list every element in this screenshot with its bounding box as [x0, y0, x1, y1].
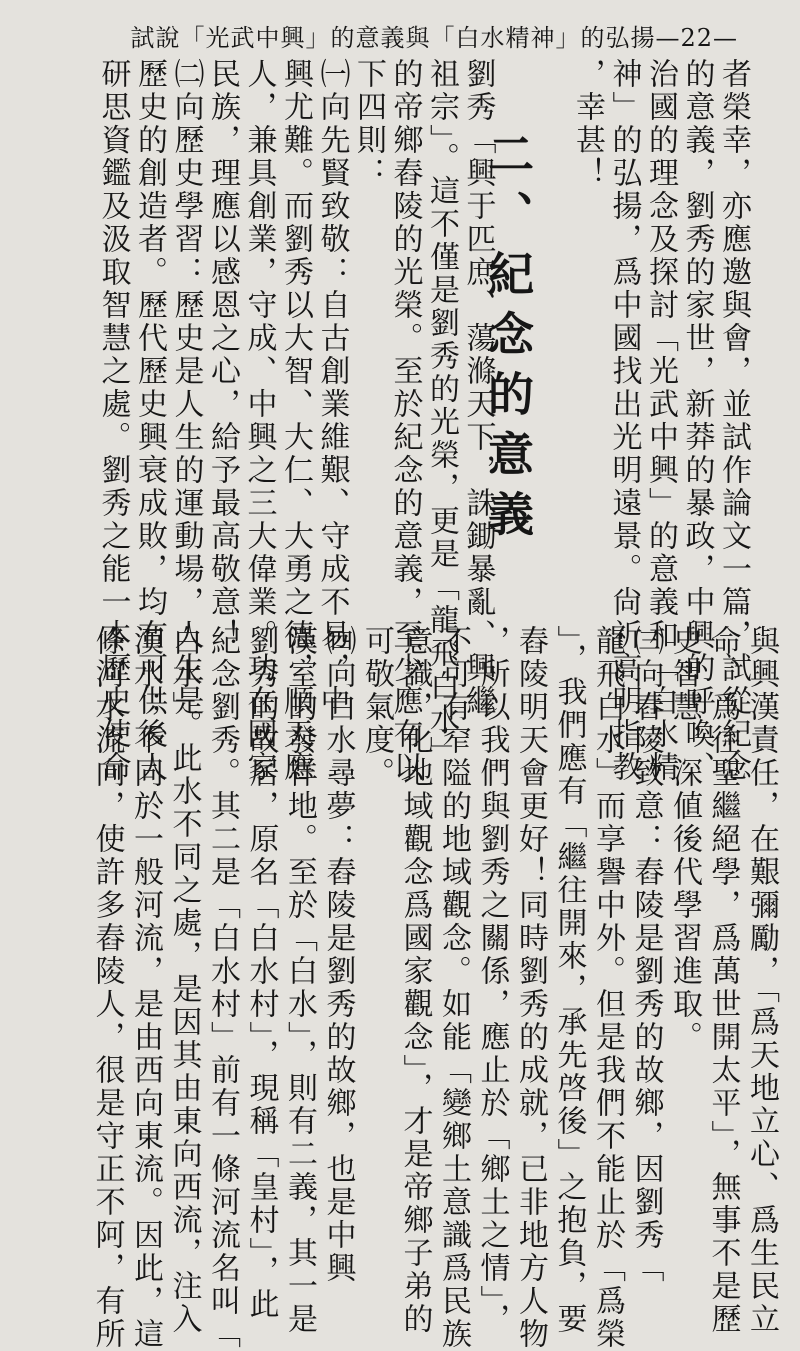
text-column: 治國的理念及探討「光武中興」的意義和「白水精 — [643, 58, 678, 784]
text-column: 可敬氣度。 — [359, 625, 394, 790]
text-column: 的意義，劉秀的家世，新莽的暴政，中興的呼喚、 — [679, 58, 715, 784]
text-column: ㈠向先賢致敬：自古創業維艱、守成不易，中 — [314, 58, 350, 718]
text-column: 不可有窄隘的地域觀念。如能「變鄉土意識爲民族 — [436, 625, 471, 1351]
section-heading: 二、紀念的意義 — [481, 130, 535, 550]
text-column: 興尤難。而劉秀以大智、大仁、大勇之德，順天應 — [278, 58, 313, 784]
text-column: 祖宗」。這不僅是劉秀的光榮，更是「龍飛白水」 — [424, 58, 459, 769]
text-column: ㈡向歷史學習：歷史是人生的運動場，人生是 — [168, 58, 204, 718]
text-column: ，幸甚！ — [570, 58, 605, 190]
text-column: 漢室的發祥地。至於「白水」，則有二義，其一是 — [282, 625, 317, 1336]
text-column: 人，兼具創業，守成、中興之三大偉業。功在國家 — [241, 58, 277, 784]
text-column: 民族，理應以感恩之心，給予最高敬意！ — [205, 58, 240, 652]
text-column: 白水」。此水不同之處，是因其由東向西流，注入 — [166, 625, 202, 1336]
text-column: 」，我們應有「繼往開來，承先啓後」之抱負，要 — [551, 625, 587, 1336]
text-column: 的帝鄉舂陵的光榮。至於紀念的意義，至少應有以 — [387, 58, 423, 784]
running-header: 試說「光武中興」的意義與「白水精神」的弘揚—22— — [130, 24, 738, 52]
text-column: 史智慧，深値後代學習進取。 — [667, 625, 702, 1054]
text-column: 下四則： — [351, 58, 386, 190]
text-column: 劉秀「興于匹庶、蕩滌天下，誅鋤暴亂、興繼 — [460, 58, 496, 718]
text-column: 龍飛白水」而享譽中外。但是我們不能止於「爲榮 — [590, 625, 625, 1351]
text-column: 意識，化地域觀念爲國家觀念」，才是帝鄉子弟的 — [397, 625, 433, 1336]
text-column: ㈢向舂陵致意：舂陵是劉秀的故鄉，因劉秀「 — [628, 625, 664, 1285]
text-column: 條河水流向，使許多舂陵人，很是守正不阿，有所 — [89, 625, 125, 1351]
text-column: ，所以我們與劉秀之關係，應止於「鄉土之情」， — [474, 625, 510, 1336]
text-column: 研思資鑑及汲取智慧之處。劉秀之能一本歷史使命 — [95, 58, 131, 784]
text-column: ㈣向白水尋夢：舂陵是劉秀的故鄉，也是中興 — [320, 625, 356, 1285]
text-column: 命、爲往聖繼絕學，爲萬世開太平」，無事不是歷 — [705, 625, 741, 1336]
text-column: 歷史的創造者。歷代歷史興衰成敗，均有可供後人 — [132, 58, 167, 784]
text-column: 舂陵明天會更好！同時劉秀的成就，已非地方人物 — [513, 625, 548, 1351]
text-column: 與興漢責任，在艱彌勵，「爲天地立心、爲生民立 — [744, 625, 779, 1336]
text-column: 神」的弘揚，爲中國找出光明遠景。尙祈高明指教 — [606, 58, 642, 784]
lower-text-block — [0, 625, 800, 1351]
text-column: 者榮幸，亦應邀與會，並試作論文一篇，試從紀念 — [716, 58, 751, 784]
text-column: 漢水；不同於一般河流，是由西向東流。因此，這 — [128, 625, 163, 1351]
text-column: 劉秀的故居，原名「白水村」，現稱「皇村」，此 — [243, 625, 279, 1321]
text-column: 紀念劉秀。其二是「白水村」前有一條河流名叫「 — [205, 625, 240, 1351]
